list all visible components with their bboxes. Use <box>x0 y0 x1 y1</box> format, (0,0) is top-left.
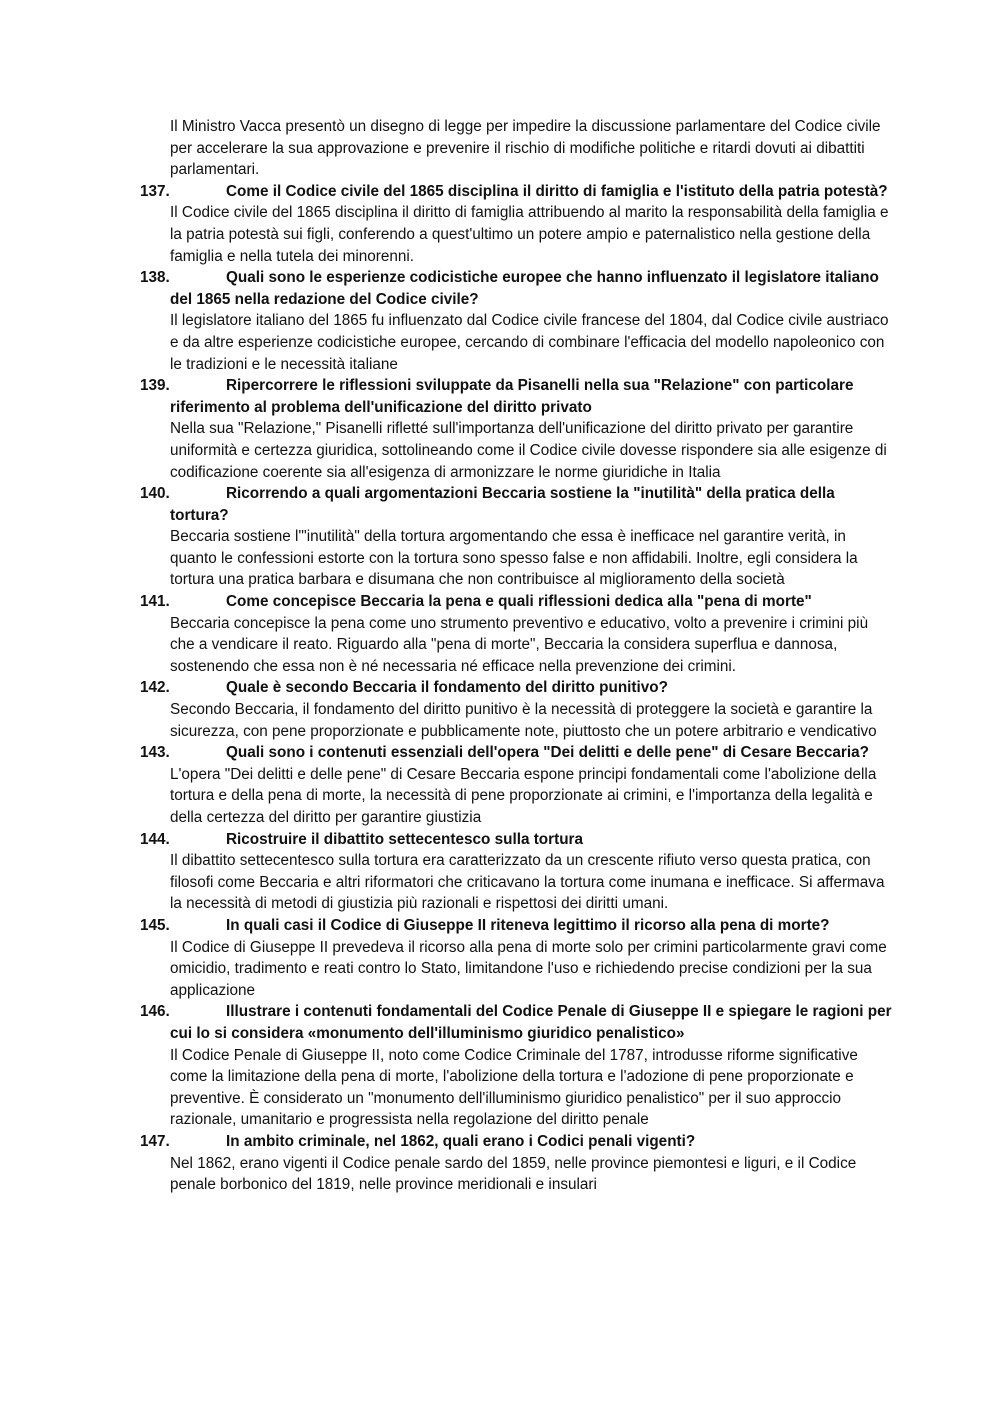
answer: L'opera "Dei delitti e delle pene" di Cesare Beccaria espone principi fondamentali come l'abolizione della tortura e della pena di morte, la necessità di pene proporzionate ai crimini, e l'importanza della legalità e della certezza del diritto per garantire giustizia <box>170 765 877 826</box>
qa-item <box>140 267 892 375</box>
answer: Beccaria concepisce la pena come uno strumento preventivo e educativo, volto a prevenire i crimini più che a vendicare il reato. Riguardo alla "pena di morte", Beccaria la considera superflua e dannosa, sostenendo che essa non è né necessaria né efficace nella prevenzione dei crimini. <box>170 614 869 675</box>
qa-item <box>140 591 892 677</box>
qa-item <box>140 181 892 267</box>
answer: Secondo Beccaria, il fondamento del diritto punitivo è la necessità di proteggere la società e garantire la sicurezza, con pene proporzionate e pubblicamente note, piuttosto che un potere arbitrario e vendicativo <box>170 701 877 740</box>
question-number: 144. <box>140 830 170 848</box>
question <box>140 915 892 937</box>
question-number: 142. <box>140 679 170 697</box>
qa-item <box>140 915 892 1001</box>
question-number: 145. <box>140 916 170 934</box>
answer: Il Codice di Giuseppe II prevedeva il ricorso alla pena di morte solo per crimini particolarmente gravi come omicidio, tradimento e reati contro lo Stato, limitandone l'uso e richiedendo precise condizioni per la sua applicazione <box>170 938 887 999</box>
answer: Nella sua "Relazione," Pisanelli rifletté sull'importanza dell'unificazione del diritto privato per garantire uniformità e certezza giuridica, sottolineando come il Codice civile dovesse rispondere sia alle esigenze di codificazione coerente sia all'esigenza di armonizzare le norme giuridiche in Italia <box>170 420 887 481</box>
question-text: Quali sono le esperienze codicistiche europee che hanno influenzato il legislatore italiano del 1865 nella redazione del Codice civile? <box>170 269 879 308</box>
qa-list <box>140 181 892 1196</box>
qa-item <box>140 677 892 742</box>
question-text: Ripercorrere le riflessioni sviluppate da Pisanelli nella sua "Relazione" con particolare riferimento al problema dell'unificazione del diritto privato <box>170 377 854 416</box>
question-number: 138. <box>140 269 170 287</box>
question <box>140 483 892 526</box>
question-text: Illustrare i contenuti fondamentali del Codice Penale di Giuseppe II e spiegare le ragioni per cui lo si considera «monumento dell'illuminismo giuridico penalistico» <box>170 1003 892 1042</box>
question-text: Come il Codice civile del 1865 disciplina il diritto di famiglia e l'istituto della patria potestà? <box>226 182 888 200</box>
answer: Beccaria sostiene l'"inutilità" della tortura argomentando che essa è inefficace nel garantire verità, in quanto le confessioni estorte con la tortura sono spesso false e non affidabili. Inoltre, egli considera la tortura una pratica barbara e disumana che non contribuisce al miglioramento della società <box>170 528 858 589</box>
answer: Il Codice Penale di Giuseppe II, noto come Codice Criminale del 1787, introdusse riforme significative come la limitazione della pena di morte, l'abolizione della tortura e l'adozione di pene proporzionate e preventive. È considerato un "monumento dell'illuminismo giuridico penalistico" per il suo approccio razionale, umanitario e progressista nella regolazione del diritto penale <box>170 1046 858 1129</box>
question-number: 146. <box>140 1003 170 1021</box>
qa-item <box>140 742 892 828</box>
question-number: 143. <box>140 744 170 762</box>
answer: Nel 1862, erano vigenti il Codice penale sardo del 1859, nelle province piemontesi e liguri, e il Codice penale borbonico del 1819, nelle province meridionali e insulari <box>170 1154 857 1194</box>
document-content <box>140 116 892 1196</box>
question <box>140 1001 892 1044</box>
question-number: 137. <box>140 182 170 200</box>
question-text: In ambito criminale, nel 1862, quali erano i Codici penali vigenti? <box>226 1132 696 1150</box>
question <box>140 742 892 764</box>
answer: Il legislatore italiano del 1865 fu influenzato dal Codice civile francese del 1804, dal Codice civile austriaco e da altre esperienze codicistiche europee, cercando di combinare l'efficacia del modello napoleonico con le tradizioni e le necessità italiane <box>170 312 889 373</box>
question-text: Quali sono i contenuti essenziali dell'opera "Dei delitti e delle pene" di Cesare Beccaria? <box>226 744 869 762</box>
qa-item <box>140 829 892 915</box>
question-number: 147. <box>140 1132 170 1150</box>
question-text: Ricostruire il dibattito settecentesco sulla tortura <box>226 830 584 848</box>
question-number: 141. <box>140 593 170 611</box>
question <box>140 1131 892 1153</box>
question-number: 139. <box>140 377 170 395</box>
question <box>140 181 892 203</box>
question-number: 140. <box>140 485 170 503</box>
qa-item <box>140 1001 892 1131</box>
question <box>140 375 892 418</box>
qa-item <box>140 483 892 591</box>
question-text: Come concepisce Beccaria la pena e quali riflessioni dedica alla "pena di morte" <box>226 593 812 611</box>
qa-item <box>140 1131 892 1196</box>
answer: Il Codice civile del 1865 disciplina il diritto di famiglia attribuendo al marito la responsabilità della famiglia e la patria potestà sui figli, conferendo a quest'ultimo un potere ampio e paternalistico nella gestione della famiglia e nella tutela dei minorenni. <box>170 204 889 265</box>
qa-item <box>140 375 892 483</box>
question <box>140 677 892 699</box>
intro-paragraph: Il Ministro Vacca presentò un disegno di legge per impedire la discussione parlamentare del Codice civile per accelerare la sua approvazione e prevenire il rischio di modifiche politiche e ritardi dovuti ai dibattiti parlamentari. <box>170 118 881 179</box>
answer: Il dibattito settecentesco sulla tortura era caratterizzato da un crescente rifiuto verso questa pratica, con filosofi come Beccaria e altri riformatori che criticavano la tortura come inumana e inefficace. Si affermava la necessità di metodi di giustizia più razionali e rispettosi dei diritti umani. <box>170 852 885 913</box>
question-text: Quale è secondo Beccaria il fondamento del diritto punitivo? <box>226 679 668 697</box>
question <box>140 267 892 310</box>
question <box>140 829 892 851</box>
question-text: Ricorrendo a quali argomentazioni Beccaria sostiene la "inutilità" della pratica della tortura? <box>170 485 835 524</box>
question <box>140 591 892 613</box>
question-text: In quali casi il Codice di Giuseppe II riteneva legittimo il ricorso alla pena di morte? <box>226 916 830 934</box>
